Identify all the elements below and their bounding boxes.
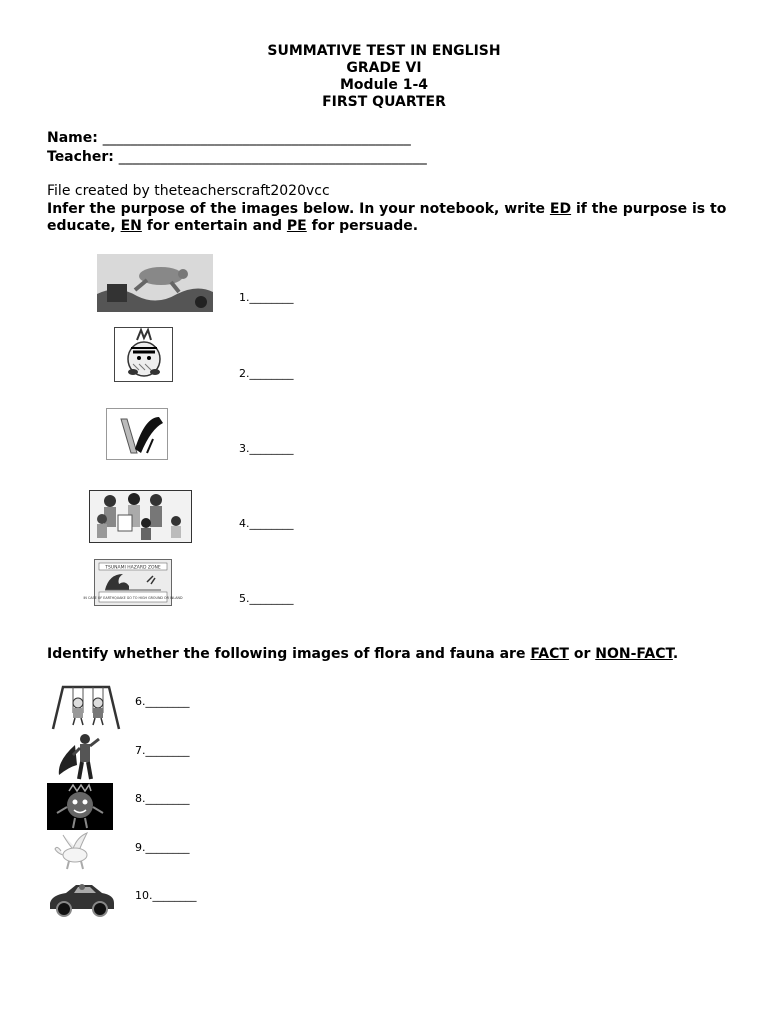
section2-instructions: Identify whether the following images of flora and fauna are FACT or NON-FACT.: [47, 646, 679, 662]
file-credit: File created by theteacherscraft2020vcc: [47, 183, 330, 199]
swing-kids-picture: [47, 683, 125, 731]
teacher-line: ____________________________________________: [118, 149, 427, 165]
tsunami-sign-picture: [83, 559, 183, 606]
turtle-picture: [97, 254, 213, 312]
answer-2: 2.________: [239, 367, 294, 380]
answer-9: 9.________: [135, 841, 190, 854]
pegasus-picture: [49, 831, 101, 871]
header-quarter: FIRST QUARTER: [322, 94, 446, 110]
answer-5: 5.________: [239, 592, 294, 605]
pineapple-mascot-picture: [114, 327, 173, 382]
virus-monster-picture: [47, 783, 113, 830]
answer-6: 6.________: [135, 695, 190, 708]
code-pe: PE: [286, 218, 307, 234]
name-line: ____________________________________________: [102, 130, 411, 146]
section1-instructions: Infer the purpose of the images below. In your notebook, write ED if the purpose is to educate, EN for entertain and PE for persuade.: [47, 201, 727, 234]
family-picture: [89, 490, 192, 543]
car-picture: [46, 877, 118, 920]
code-non-fact: NON-FACT: [595, 646, 673, 662]
answer-7: 7.________: [135, 744, 190, 757]
answer-4: 4.________: [239, 517, 294, 530]
name-field: [47, 130, 411, 146]
pen-logo-picture: [106, 408, 168, 460]
sign-top-text: TSUNAMI HAZARD ZONE: [105, 565, 161, 571]
code-ed: ED: [549, 201, 572, 217]
answer-8: 8.________: [135, 792, 190, 805]
code-fact: FACT: [530, 646, 569, 662]
sign-bottom-text: IN CASE OF EARTHQUAKE GO TO HIGH GROUND OR INLAND: [83, 596, 183, 600]
header-title: SUMMATIVE TEST IN ENGLISH: [267, 43, 501, 59]
code-en: EN: [120, 218, 142, 234]
header-grade: GRADE VI: [346, 60, 422, 76]
superhero-picture: [53, 731, 105, 783]
teacher-field: [47, 149, 427, 165]
answer-1: 1.________: [239, 291, 294, 304]
header-module: Module 1-4: [340, 77, 428, 93]
teacher-label: Teacher:: [47, 149, 114, 165]
name-label: Name:: [47, 130, 98, 146]
test-header: [0, 43, 768, 111]
answer-3: 3.________: [239, 442, 294, 455]
answer-10: 10.________: [135, 889, 197, 902]
